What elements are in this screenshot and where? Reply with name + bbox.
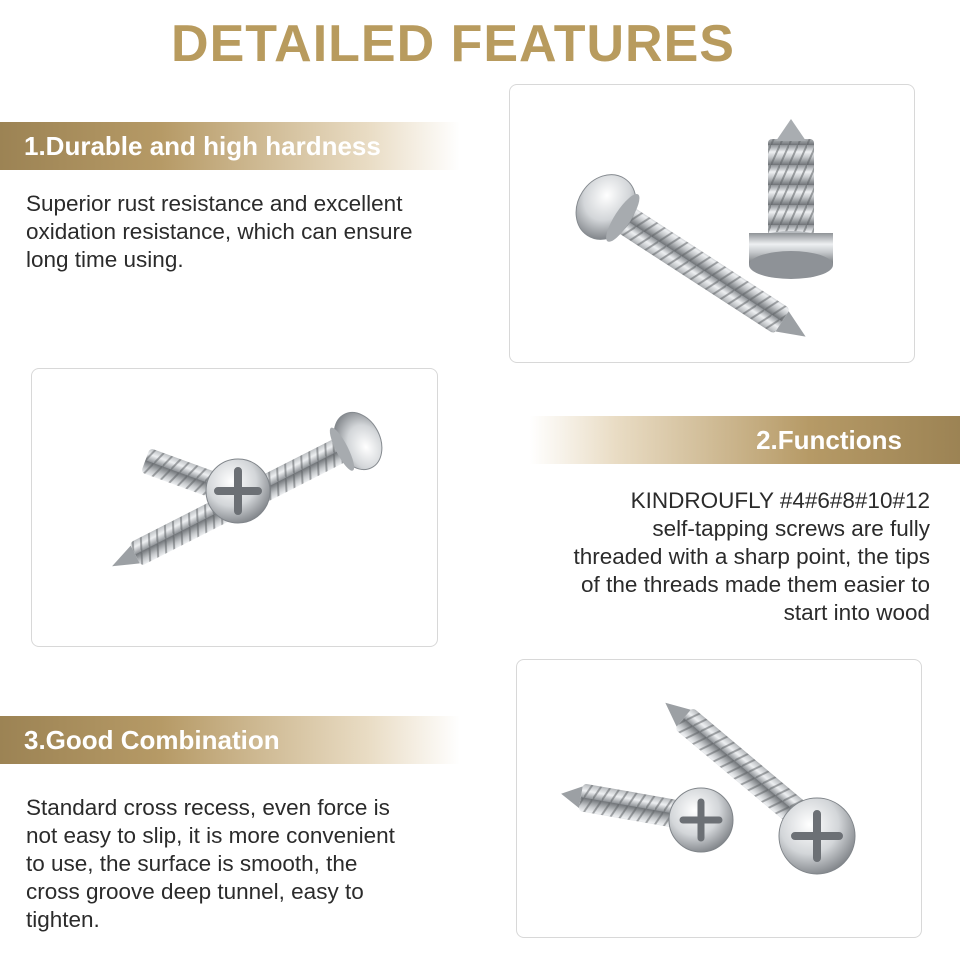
feature-3-line: not easy to slip, it is more convenient [26,823,395,848]
page-title: DETAILED FEATURES [171,15,735,73]
feature-2-line: of the threads made them easier to [581,572,930,597]
screw-photo-2 [31,368,438,647]
feature-3-line: cross groove deep tunnel, easy to [26,879,364,904]
screw-photo-1 [509,84,915,363]
screw-photo-3 [516,659,922,938]
feature-3-line: tighten. [26,907,100,932]
feature-1-line: long time using. [26,247,184,272]
feature-1-description [26,190,466,274]
feature-2-line: KINDROUFLY #4#6#8#10#12 [630,488,930,513]
feature-2-description [470,487,930,627]
feature-1-heading: 1.Durable and high hardness [0,122,460,170]
feature-2-line: self-tapping screws are fully [652,516,930,541]
feature-3-line: Standard cross recess, even force is [26,795,390,820]
feature-3-heading: 3.Good Combination [0,716,460,764]
feature-1-line: Superior rust resistance and excellent [26,191,403,216]
feature-1-line: oxidation resistance, which can ensure [26,219,413,244]
feature-2-line: start into wood [783,600,930,625]
feature-3-line: to use, the surface is smooth, the [26,851,358,876]
feature-3-description [26,794,466,934]
feature-2-heading: 2.Functions [530,416,960,464]
feature-2-line: threaded with a sharp point, the tips [573,544,930,569]
